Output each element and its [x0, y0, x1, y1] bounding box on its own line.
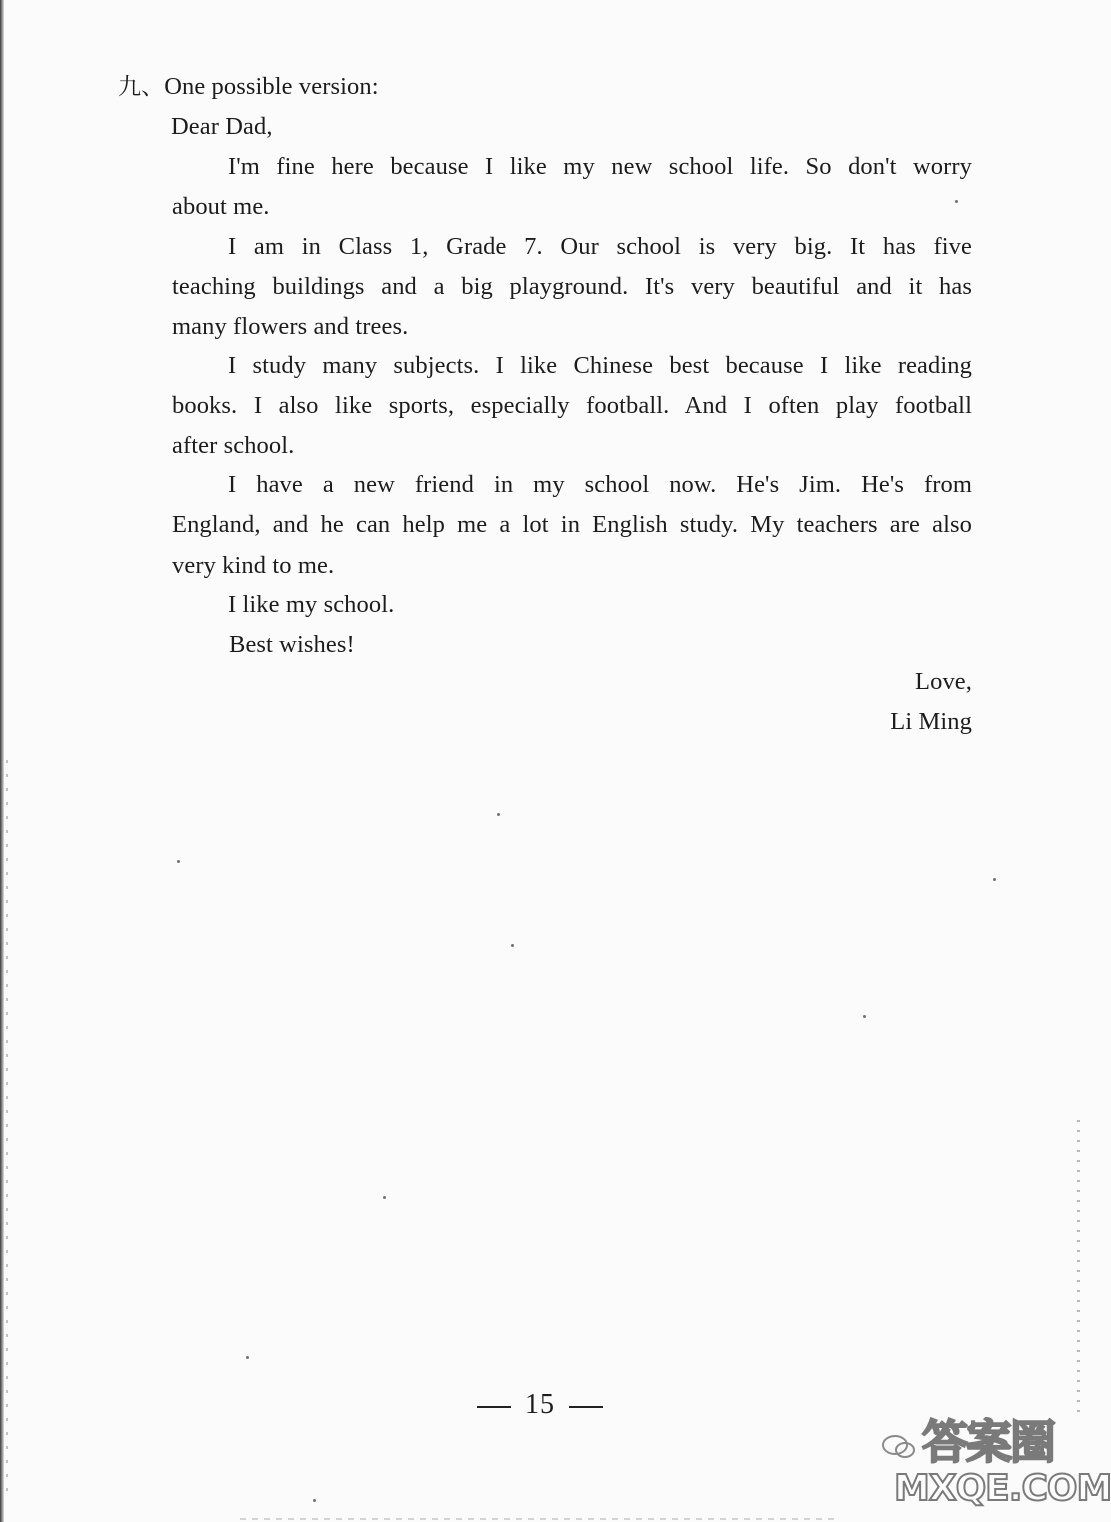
letter-line-6: I study many subjects. I like Chinese best because I like reading — [228, 352, 972, 379]
scan-speck — [955, 200, 958, 203]
scan-speck — [511, 944, 514, 947]
letter-line-1: I'm fine here because I like my new school life. So don't worry — [228, 153, 972, 180]
section-title: One possible version: — [164, 73, 379, 100]
letter-line-7: books. I also like sports, especially football. And I often play football — [172, 392, 972, 419]
scan-bottom-edge — [240, 1518, 840, 1520]
scan-speck — [383, 1196, 386, 1199]
page-number-dash-right — [569, 1406, 603, 1408]
letter-line-5: many flowers and trees. — [172, 313, 409, 340]
scan-right-edge-marks — [1077, 1120, 1080, 1420]
letter-line-11: very kind to me. — [172, 552, 335, 579]
section-heading — [118, 72, 379, 102]
letter-salutation: Dear Dad, — [171, 113, 273, 140]
wechat-icon — [882, 1434, 916, 1460]
letter-closing: Love, — [915, 668, 972, 695]
letter-line-13: Best wishes! — [229, 631, 355, 658]
letter-line-9: I have a new friend in my school now. He's Jim. He's from — [228, 471, 972, 498]
scan-left-edge — [0, 0, 4, 1522]
page-number-dash-left — [477, 1406, 511, 1408]
watermark-url: MXQE.COM — [894, 1468, 1111, 1509]
scan-speck — [497, 813, 500, 816]
letter-line-4: teaching buildings and a big playground. It's very beautiful and it has — [172, 273, 972, 300]
watermark-logo — [882, 1406, 1111, 1516]
letter-signature: Li Ming — [890, 708, 972, 735]
scan-speck — [177, 860, 180, 863]
watermark-title: 答案圈 — [922, 1415, 1054, 1469]
letter-line-8: after school. — [172, 432, 295, 459]
section-number: 九、 — [118, 74, 165, 100]
letter-line-12: I like my school. — [228, 591, 395, 618]
scan-speck — [863, 1015, 866, 1018]
scan-speck — [313, 1499, 316, 1502]
letter-line-10: England, and he can help me a lot in English study. My teachers are also — [172, 511, 972, 538]
scan-speck — [993, 878, 996, 881]
scan-speck — [246, 1356, 249, 1359]
page-number-value: 15 — [525, 1389, 555, 1420]
letter-line-3: I am in Class 1, Grade 7. Our school is very big. It has five — [228, 233, 972, 260]
letter-line-2: about me. — [172, 193, 270, 220]
